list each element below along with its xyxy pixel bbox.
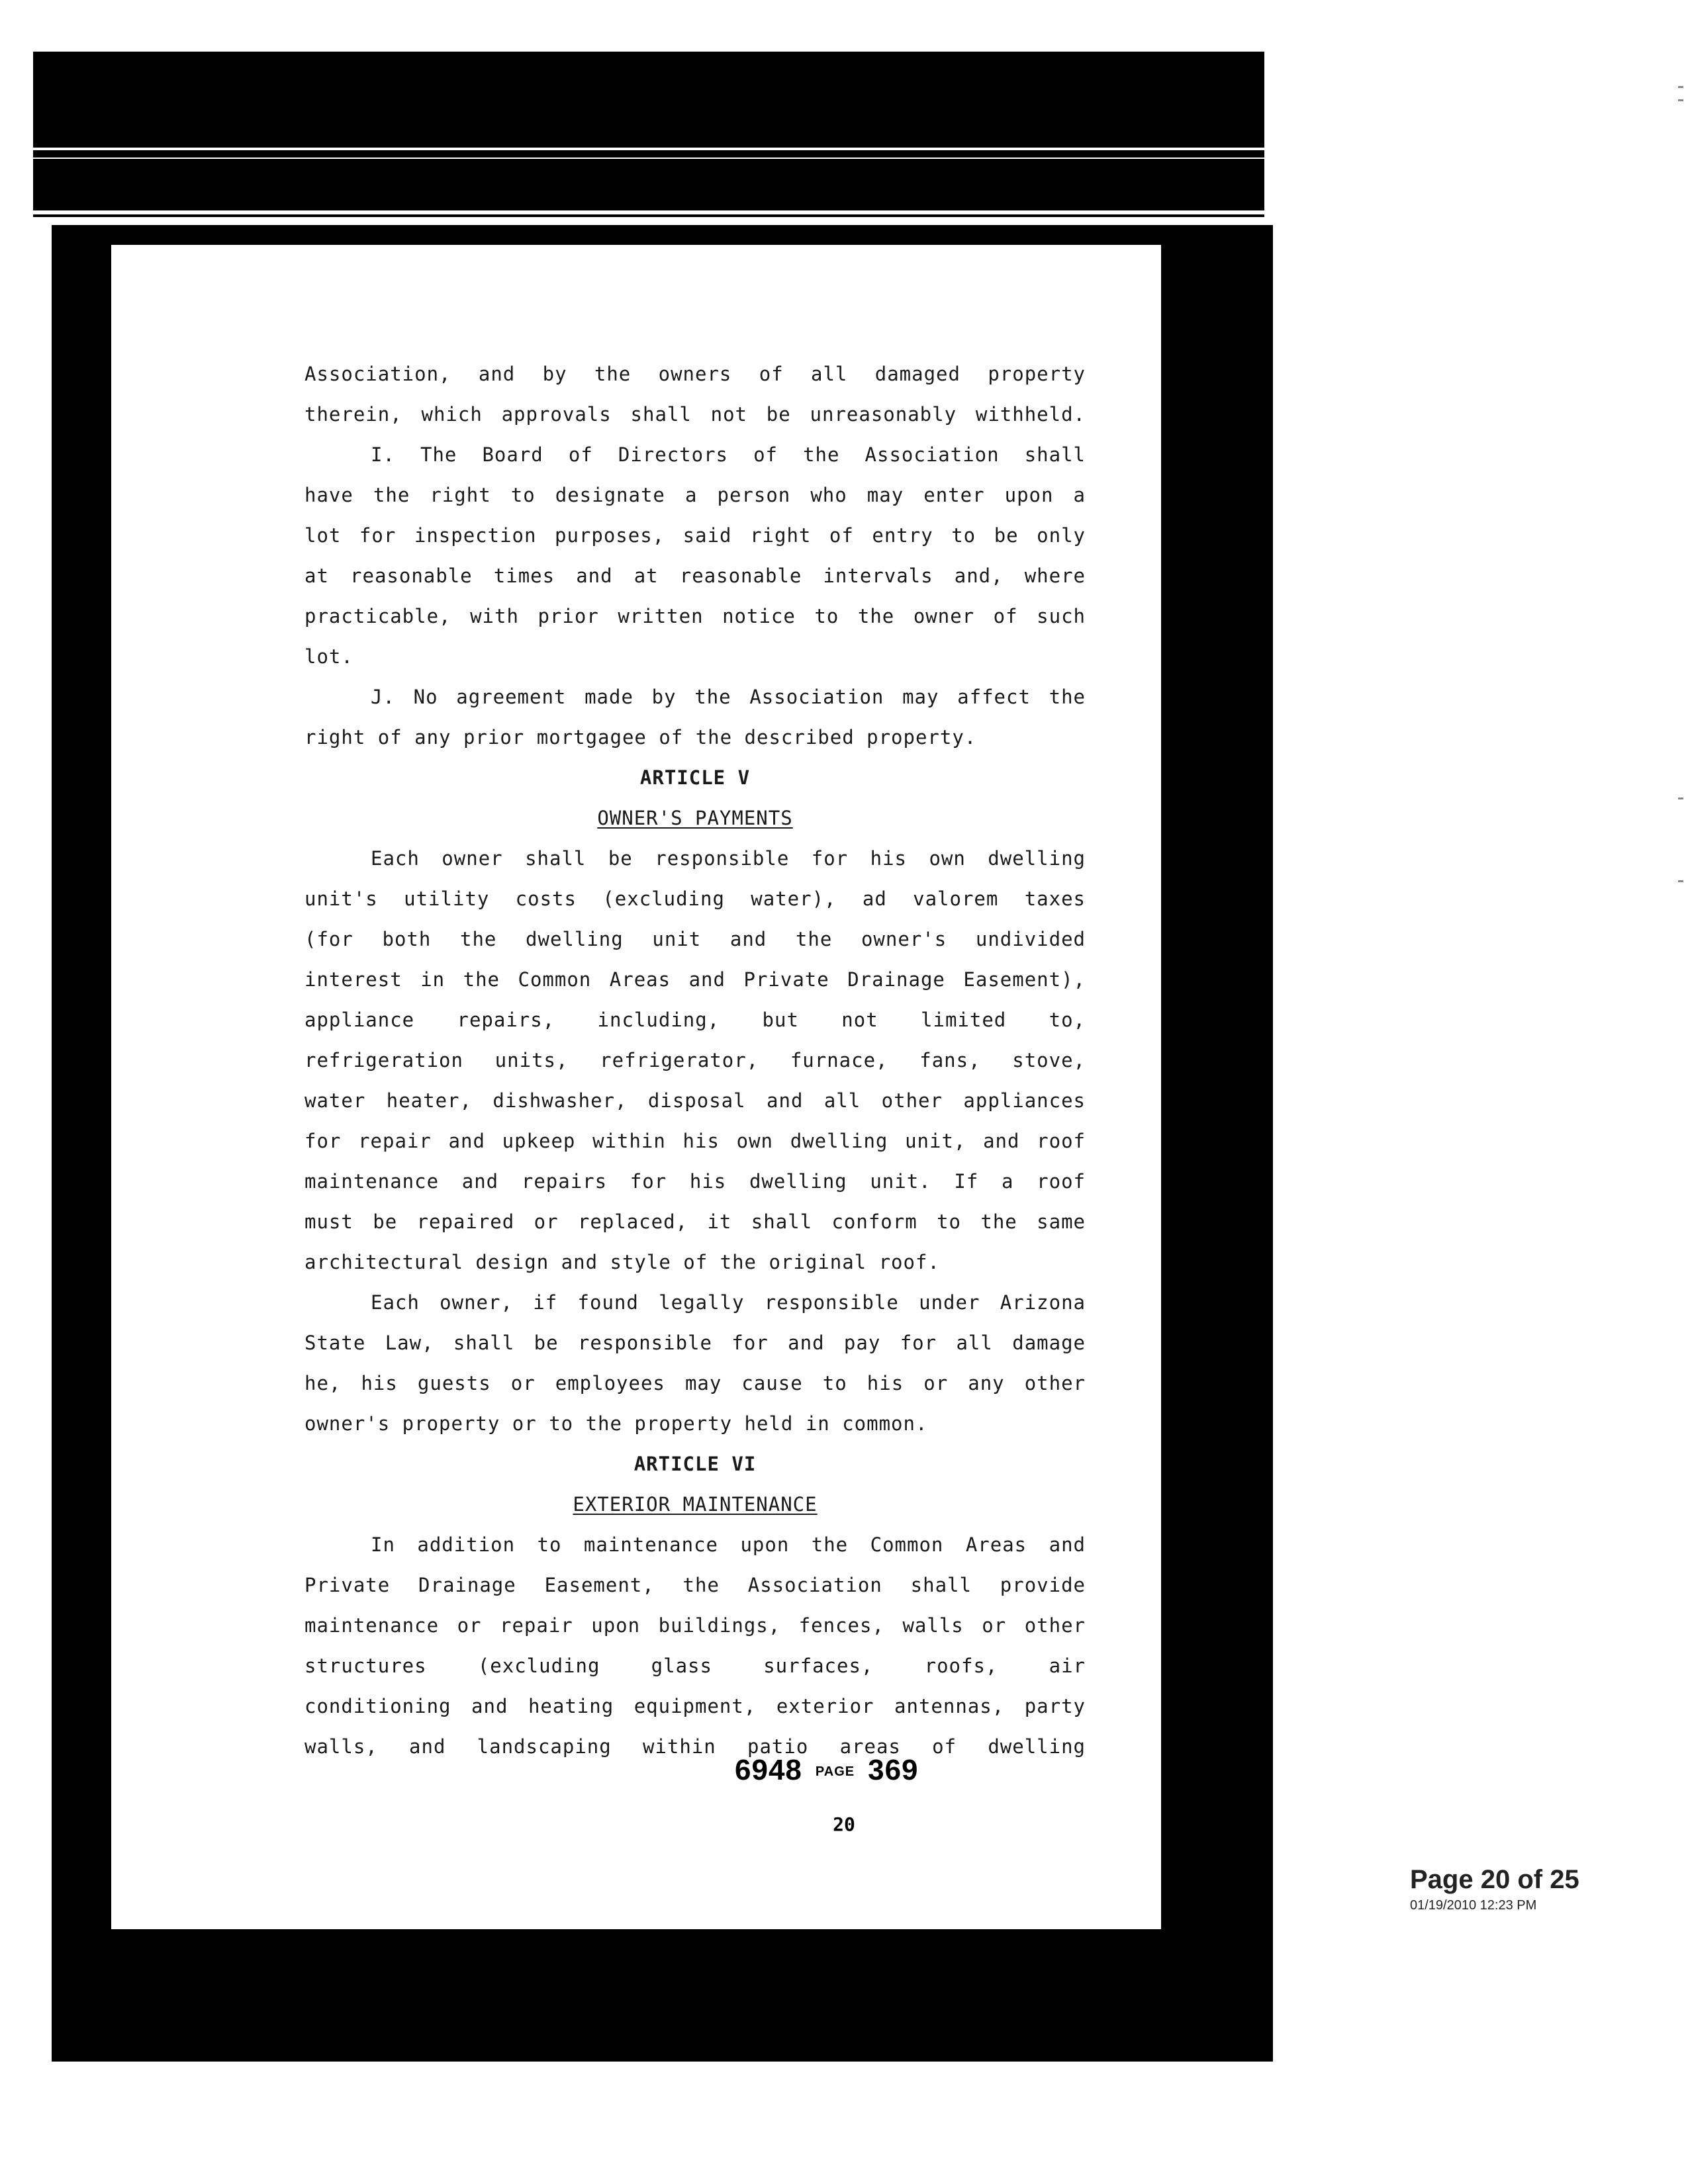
document-line: owner's property or to the property held in common. xyxy=(305,1412,928,1435)
stamp-page-number: 369 xyxy=(868,1754,919,1786)
document-line: Association, and by the owners of all damaged property xyxy=(305,363,1086,385)
document-line: maintenance and repairs for his dwelling unit. If a roof xyxy=(305,1170,1086,1193)
document-line: EXTERIOR MAINTENANCE xyxy=(573,1493,818,1516)
document-line: Private Drainage Easement, the Association shall provide xyxy=(305,1574,1086,1596)
document-line: I. The Board of Directors of the Association shall xyxy=(371,443,1086,466)
edge-mark xyxy=(1678,797,1683,799)
document-line: have the right to designate a person who may enter upon a xyxy=(305,484,1086,506)
document-line: at reasonable times and at reasonable intervals and, where xyxy=(305,565,1086,587)
document-line: interest in the Common Areas and Private Drainage Easement), xyxy=(305,968,1086,991)
document-line: right of any prior mortgagee of the described property. xyxy=(305,726,977,749)
document-line: water heater, dishwasher, disposal and all other appliances xyxy=(305,1089,1086,1112)
scan-border-top xyxy=(33,52,1264,217)
document-line: appliance repairs, including, but not limited to, xyxy=(305,1009,1086,1031)
document-line: lot. xyxy=(305,645,353,668)
page-footer-number: 20 xyxy=(833,1813,855,1835)
document-line: architectural design and style of the original roof. xyxy=(305,1251,940,1273)
edge-mark xyxy=(1678,880,1683,882)
document-line: J. No agreement made by the Association may affect the xyxy=(371,686,1086,708)
document-line: he, his guests or employees may cause to his or any other xyxy=(305,1372,1086,1394)
document-line: ARTICLE VI xyxy=(633,1453,757,1475)
page-counter: Page 20 of 25 xyxy=(1410,1865,1579,1894)
scan-rule xyxy=(33,210,1264,214)
document-line: maintenance or repair upon buildings, fences, walls or other xyxy=(305,1614,1086,1637)
edge-mark xyxy=(1678,86,1683,88)
book-page-stamp xyxy=(735,1754,919,1787)
document-line: ARTICLE V xyxy=(639,766,751,789)
document-line: therein, which approvals shall not be unreasonably withheld. xyxy=(305,403,1086,426)
document-line: practicable, with prior written notice to the owner of such xyxy=(305,605,1086,627)
document-line: refrigeration units, refrigerator, furnace, fans, stove, xyxy=(305,1049,1086,1071)
document-line: State Law, shall be responsible for and pay for all damage xyxy=(305,1332,1086,1354)
document-line: must be repaired or replaced, it shall conform to the same xyxy=(305,1210,1086,1233)
edge-mark xyxy=(1678,99,1683,101)
document-line: OWNER'S PAYMENTS xyxy=(597,807,793,829)
document-line: walls, and landscaping within patio areas of dwelling xyxy=(305,1735,1086,1758)
document-line: structures (excluding glass surfaces, roofs, air xyxy=(305,1655,1086,1677)
scan-rule xyxy=(33,158,1264,159)
document-line: Each owner, if found legally responsible under Arizona xyxy=(371,1291,1086,1314)
scan-rule xyxy=(33,148,1264,150)
book-number: 6948 xyxy=(735,1754,802,1786)
page-label: PAGE xyxy=(815,1764,855,1779)
page-timestamp: 01/19/2010 12:23 PM xyxy=(1410,1898,1537,1913)
document-line: for repair and upkeep within his own dwelling unit, and roof xyxy=(305,1130,1086,1152)
document-line: (for both the dwelling unit and the owner's undivided xyxy=(305,928,1086,950)
document-line: unit's utility costs (excluding water), ad valorem taxes xyxy=(305,887,1086,910)
document-line: In addition to maintenance upon the Common Areas and xyxy=(371,1533,1086,1556)
document-line: lot for inspection purposes, said right of entry to be only xyxy=(305,524,1086,547)
document-line: Each owner shall be responsible for his own dwelling xyxy=(371,847,1086,870)
document-line: conditioning and heating equipment, exterior antennas, party xyxy=(305,1695,1086,1717)
